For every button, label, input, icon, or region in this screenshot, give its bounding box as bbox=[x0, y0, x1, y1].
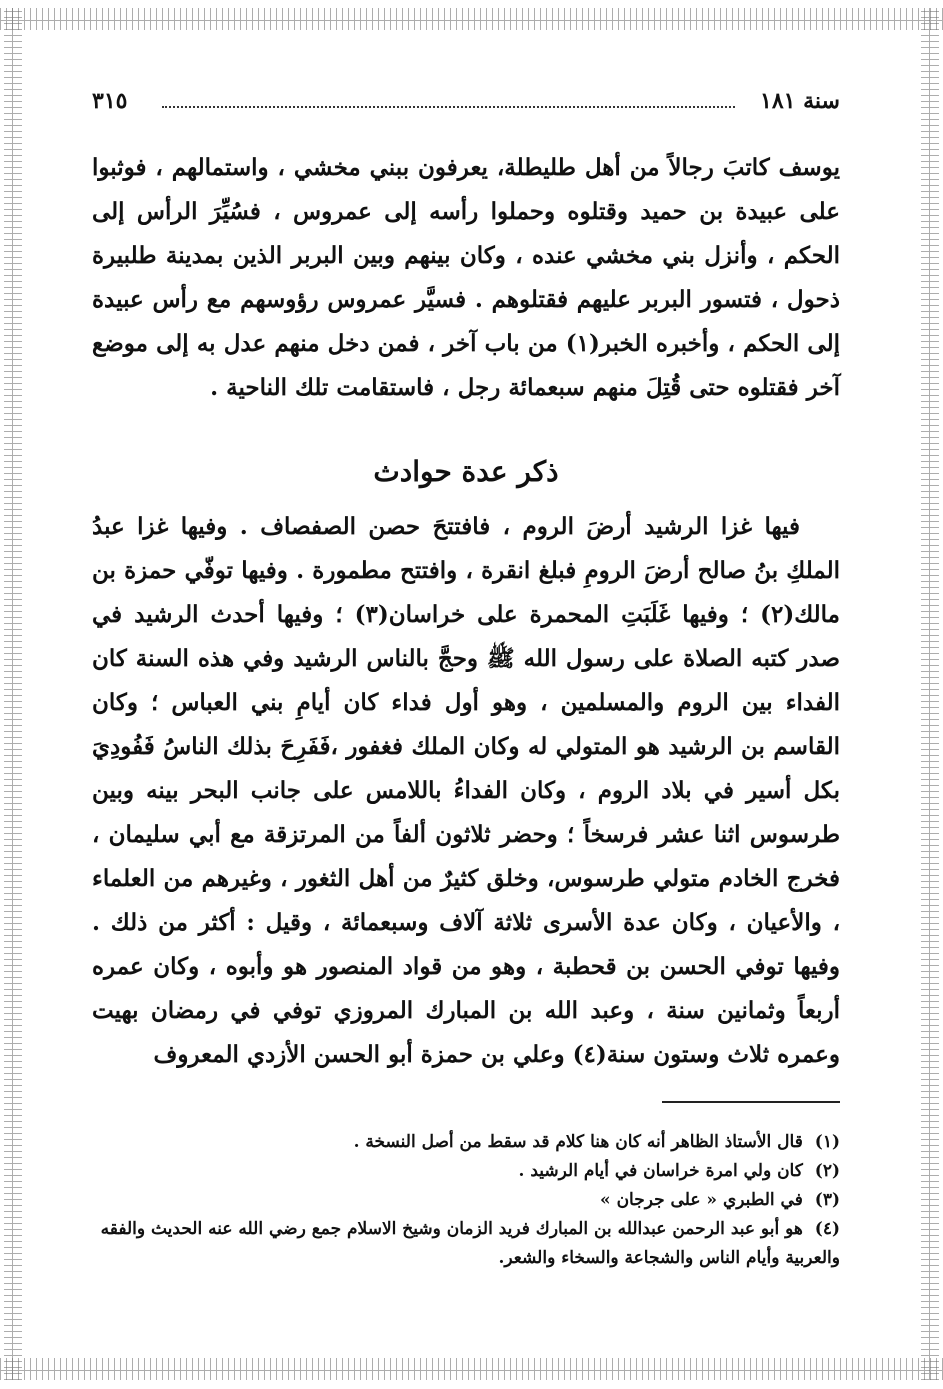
ornamental-border-left bbox=[4, 8, 22, 1380]
paragraph-1 bbox=[92, 146, 840, 410]
footnote-number: (٤) bbox=[814, 1219, 840, 1239]
footnote-number: (٢) bbox=[814, 1161, 840, 1181]
footnote-text: هو أبو عبد الرحمن عبدالله بن المبارك فريد الزمان وشيخ الاسلام جمع رضي الله عنه الحديث والفقه والعربية وأيام الناس والشجاعة والسخاء والشعر. bbox=[100, 1219, 840, 1268]
footnotes bbox=[100, 1128, 840, 1273]
running-header bbox=[92, 88, 840, 118]
page-number: ٣١٥ bbox=[92, 88, 128, 114]
footnote-1 bbox=[100, 1128, 840, 1157]
paragraph-1-text: يوسف كاتبَ رجالاً من أهل طليطلة، يعرفون ببني مخشي ، واستمالهم ، فوثبوا على عبيدة بن حميد وقتلوه وحملوا رأسه إلى عمروس ، فسُيِّرَ الرأس إلى الحكم ، وأنزل بني مخشي عنده ، وكان بينهم وبين البربر الذين بمدينة طلبيرة ذحول ، فتسور البربر عليهم فقتلوهم . فسيَّر عمروس رؤوسهم مع رأس عبيدة إلى الحكم ، وأخبره الخبر(١) من باب آخر ، فمن دخل منهم عدل به إلى موضع آخر فقتلوه حتى قُتِلَ منهم سبعمائة رجل ، فاستقامت تلك الناحية . bbox=[92, 154, 840, 401]
header-leader-dots bbox=[162, 106, 735, 108]
footnote-text: كان ولي امرة خراسان في أيام الرشيد . bbox=[518, 1161, 803, 1181]
ornamental-border-bottom bbox=[0, 1358, 943, 1380]
footnote-separator bbox=[662, 1101, 840, 1103]
footnote-text: في الطبري « على جرجان » bbox=[600, 1190, 803, 1210]
ornamental-border-top bbox=[0, 8, 943, 30]
ornamental-border-right bbox=[921, 8, 939, 1380]
footnote-text: قال الأستاذ الظاهر أنه كان هنا كلام قد سقط من أصل النسخة . bbox=[353, 1132, 803, 1152]
paragraph-2 bbox=[92, 505, 840, 1077]
footnote-4 bbox=[100, 1215, 840, 1273]
footnote-number: (١) bbox=[814, 1132, 840, 1152]
footnote-2 bbox=[100, 1157, 840, 1186]
section-heading: ذكر عدة حوادث bbox=[373, 455, 559, 488]
footnote-number: (٣) bbox=[814, 1190, 840, 1210]
running-title: سنة ١٨١ bbox=[760, 88, 840, 114]
footnote-3 bbox=[100, 1186, 840, 1215]
paragraph-2-text: فيها غزا الرشيد أرضَ الروم ، فافتتحَ حصن الصفصاف . وفيها غزا عبدُ الملكِ بنُ صالح أرضَ الرومِ فبلغ انقرة ، وافتتح مطمورة . وفيها توفّي حمزة بن مالك(٢) ؛ وفيها غَلَبَتِ المحمرة على خراسان(٣) ؛ وفيها أحدث الرشيد في صدر كتبه الصلاة على رسول الله ﷺ وحجَّ بالناس الرشيد وفي هذه السنة كان الفداء بين الروم والمسلمين ، وهو أول فداء كان أيامِ بني العباس ؛ وكان القاسم بن الرشيد هو المتولي له وكان الملك فغفور ،فَفَرِحَ بذلك الناسُ فَفُودِيَ بكل أسير في بلاد الروم ، وكان الفداءُ باللامس على جانب البحر بينه وبين طرسوس اثنا عشر فرسخاً ؛ وحضر ثلاثون ألفاً من المرتزقة مع أبي سليمان ، فخرج الخادم متولي طرسوس، وخلق كثيرٌ من أهل الثغور ، وغيرهم من العلماء ، والأعيان ، وكان عدة الأسرى ثلاثة آلاف وسبعمائة ، وقيل : أكثر من ذلك . وفيها توفي الحسن بن قحطبة ، وهو من قواد المنصور هو وأبوه ، وكان عمره أربعاً وثمانين سنة ، وعبد الله بن المبارك المروزي توفي في رمضان بهيت وعمره ثلاث وستون سنة(٤) وعلي بن حمزة أبو الحسن الأزدي المعروف bbox=[92, 513, 840, 1068]
